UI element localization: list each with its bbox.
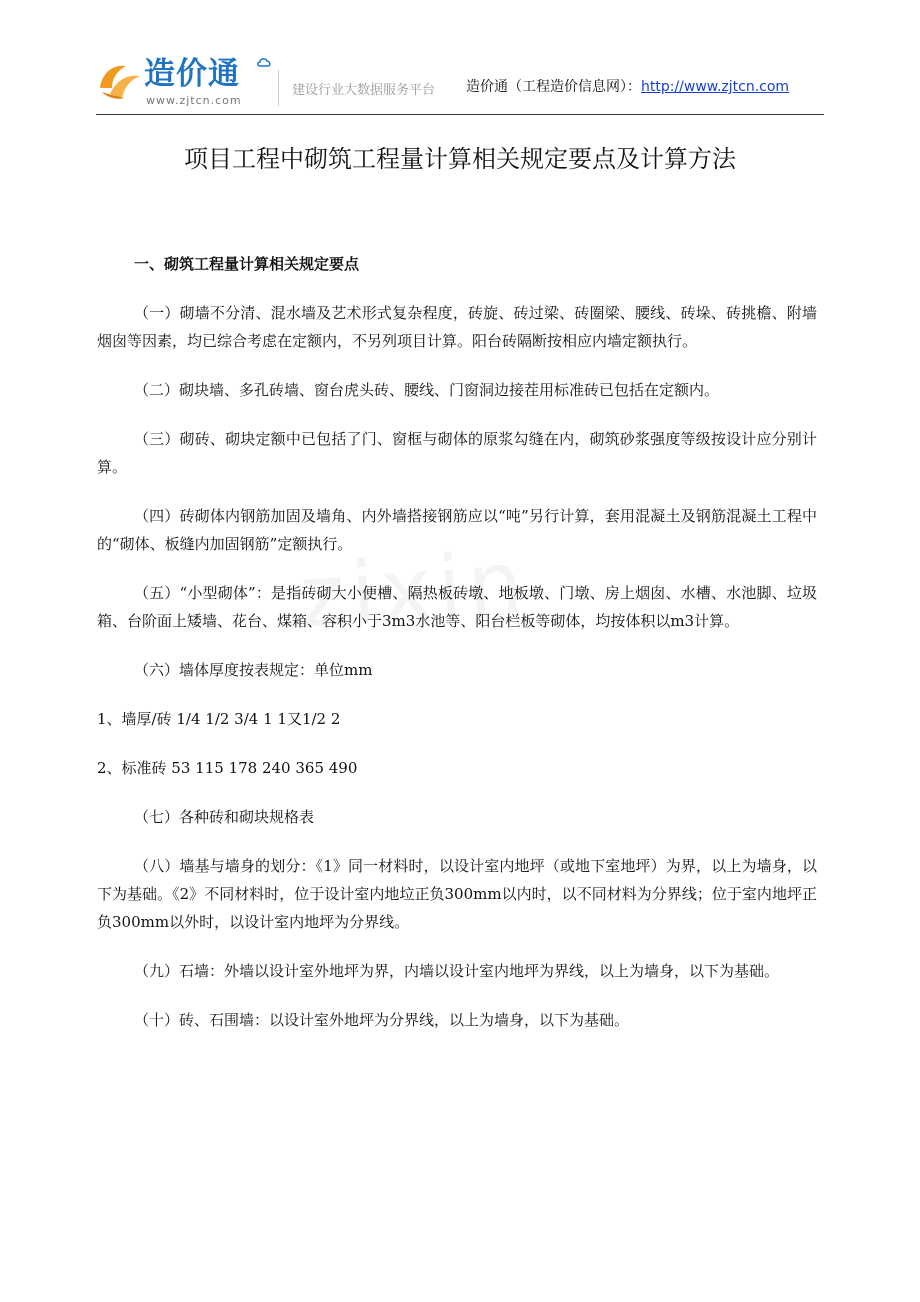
paragraph: （三）砌砖、砌块定额中已包括了门、窗框与砌体的原浆勾缝在内，砌筑砂浆强度等级按设计应分别计算。 xyxy=(97,430,817,476)
logo-text: 造价通 xyxy=(144,56,240,92)
paragraph: （十）砖、石围墙：以设计室外地坪为分界线，以上为墙身，以下为基础。 xyxy=(134,1011,630,1029)
paragraph: （九）石墙：外墙以设计室外地坪为界，内墙以设计室内地坪为界线，以上为墙身，以下为基础。 xyxy=(134,962,780,980)
site-info xyxy=(466,76,789,96)
tagline: 建设行业大数据服务平台 xyxy=(292,83,436,98)
paragraph: （六）墙体厚度按表规定：单位mm xyxy=(134,661,373,679)
paragraph: （五）“小型砌体”：是指砖砌大小便槽、隔热板砖墩、地板墩、门墩、房上烟囱、水槽、水池脚、垃圾箱、台阶面上矮墙、花台、煤箱、容积小于3m3水池等、阳台栏板等砌体，均按体积以m3计算。 xyxy=(97,584,817,630)
header-rule xyxy=(96,114,824,115)
page-header xyxy=(96,48,824,114)
paragraph: 1、墙厚/砖 1/4 1/2 3/4 1 1又1/2 2 xyxy=(97,710,341,728)
site-link[interactable]: http://www.zjtcn.com xyxy=(641,79,790,95)
logo-url: www.zjtcn.com xyxy=(146,94,242,107)
header-divider xyxy=(278,70,279,106)
paragraph: （二）砌块墙、多孔砖墙、窗台虎头砖、腰线、门窗洞边接茬用标准砖已包括在定额内。 xyxy=(134,381,720,399)
paragraph: （八）墙基与墙身的划分：《1》同一材料时，以设计室内地坪（或地下室地坪）为界，以上为墙身，以下为基础。《2》不同材料时，位于设计室内地垃正负300mm以内时，以不同材料为分界线；位于室内地坪正负300mm以外时，以设计室内地坪为分界线。 xyxy=(97,857,817,931)
document-body xyxy=(97,250,817,1055)
page-title: 项目工程中砌筑工程量计算相关规定要点及计算方法 xyxy=(184,145,736,173)
site-label: 造价通（工程造价信息网）： xyxy=(466,79,641,95)
paragraph: （七）各种砖和砌块规格表 xyxy=(134,808,315,826)
paragraph: （一）砌墙不分清、混水墙及艺术形式复杂程度，砖旋、砖过梁、砖圈梁、腰线、砖垛、砖挑檐、附墙烟囱等因素，均已综合考虑在定额内，不另列项目计算。阳台砖隔断按相应内墙定额执行。 xyxy=(97,304,817,350)
paragraph: 2、标准砖 53 115 178 240 365 490 xyxy=(97,759,358,777)
paragraph: （四）砖砌体内钢筋加固及墙角、内外墙搭接钢筋应以“吨”另行计算，套用混凝土及钢筋混凝土工程中的“砌体、板缝内加固钢筋”定额执行。 xyxy=(97,507,817,553)
cloud-icon xyxy=(256,56,272,68)
logo-bird-icon xyxy=(96,58,142,104)
section-heading: 一、砌筑工程量计算相关规定要点 xyxy=(134,255,360,273)
